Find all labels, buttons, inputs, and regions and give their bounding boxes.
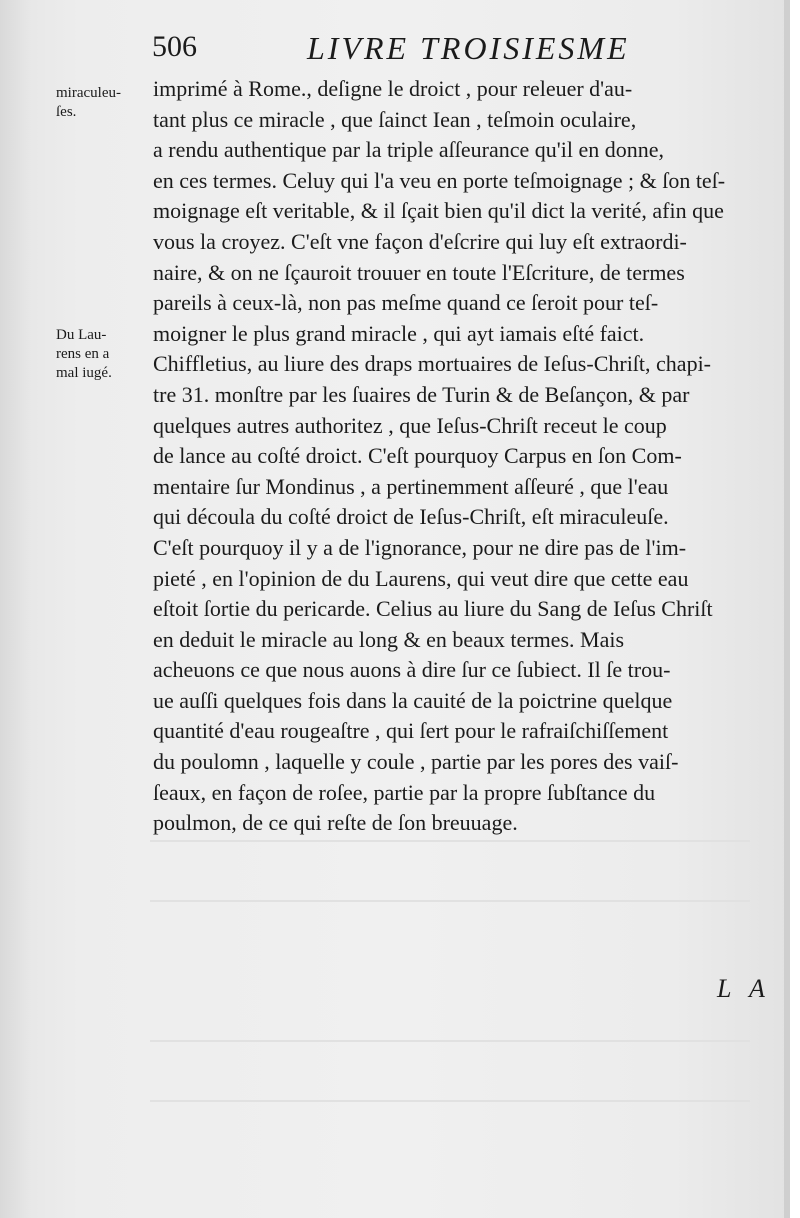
text-line: ue auſſi quelques fois dans la cauité de la poictrine quelque (153, 687, 673, 713)
show-through-line (150, 900, 750, 902)
show-through-line (150, 1040, 750, 1042)
text-line: pareils à ceux-là, non pas meſme quand ce ſeroit pour teſ- (153, 290, 659, 316)
text-line: du poulomn , laquelle y coule , partie par les pores des vaiſ- (153, 749, 679, 775)
text-line: Chiffletius, au liure des draps mortuaires de Ieſus-Chriſt, chapi- (153, 351, 712, 377)
text-line: tre 31. monſtre par les ſuaires de Turin & de Beſançon, & par (153, 381, 690, 407)
text-line: pieté , en l'opinion de du Laurens, qui veut dire que cette eau (153, 565, 689, 591)
text-line: a rendu authentique par la triple aſſeurance qu'il en donne, (153, 137, 664, 163)
text-line: mentaire ſur Mondinus , a pertinemment aſſeuré , que l'eau (153, 473, 669, 499)
running-title: LIVRE TROISIESME (307, 30, 630, 66)
text-line: C'eſt pourquoy il y a de l'ignorance, pour ne dire pas de l'im- (153, 534, 687, 560)
text-line: quelques autres authoritez , que Ieſus-Chriſt receut le coup (153, 412, 667, 438)
text-line: acheuons ce que nous auons à dire ſur ce ſubiect. Il ſe trou- (153, 657, 671, 683)
page-number: 506 (152, 30, 197, 63)
text-line: eſtoit ſortie du pericarde. Celius au liure du Sang de Ieſus Chriſt (153, 596, 713, 622)
text-line: tant plus ce miracle , que ſainct Iean , teſmoin oculaire, (153, 106, 637, 132)
text-line: moignage eſt veritable, & il ſçait bien qu'il dict la verité, afin que (153, 198, 724, 224)
margin-note-line: ſes. (56, 104, 77, 120)
text-line: imprimé à Rome., deſigne le droict , pour releuer d'au- (153, 76, 633, 101)
text-line: qui découla du coſté droict de Ieſus-Chriſt, eſt miraculeuſe. (153, 504, 669, 530)
margin-note-du-laurens (56, 326, 152, 383)
text-line: naire, & on ne ſçauroit trouuer en toute l'Eſcriture, de termes (153, 259, 685, 285)
text-line: de lance au coſté droict. C'eſt pourquoy Carpus en ſon Com- (153, 443, 682, 469)
text-line: vous la croyez. C'eſt vne façon d'eſcrire qui luy eſt extraordi- (153, 228, 687, 254)
margin-note-miraculous (56, 84, 152, 122)
margin-note-line: mal iugé. (56, 365, 112, 381)
body-text (153, 74, 763, 839)
margin-note-line: miraculeu- (56, 85, 121, 101)
page-header (152, 30, 712, 74)
text-line: en deduit le miracle au long & en beaux termes. Mais (153, 626, 625, 652)
show-through-line (150, 840, 750, 842)
text-line: quantité d'eau rougeaſtre , qui ſert pour le rafraiſchiſſement (153, 718, 669, 744)
margin-note-line: Du Lau- (56, 327, 107, 343)
text-line: ſeaux, en façon de roſee, partie par la propre ſubſtance du (153, 779, 656, 805)
catchword: L A (717, 974, 771, 1003)
text-line: poulmon, de ce qui reſte de ſon breuuage. (153, 810, 518, 836)
text-line: en ces termes. Celuy qui l'a veu en porte teſmoignage ; & ſon teſ- (153, 167, 726, 193)
show-through-line (150, 1100, 750, 1102)
margin-note-line: rens en a (56, 346, 110, 362)
text-line: moigner le plus grand miracle , qui ayt iamais eſté faict. (153, 320, 645, 346)
